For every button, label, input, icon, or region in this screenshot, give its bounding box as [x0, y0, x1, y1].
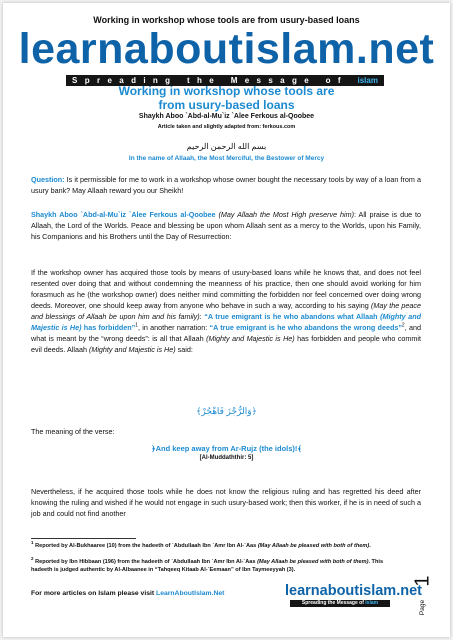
tagline-letter: M: [230, 76, 238, 85]
hadith-1: “A true emigrant is he who abandons what Allaah: [204, 312, 381, 321]
ruling-text-b: :: [199, 312, 205, 321]
tagline-letter: e: [304, 76, 309, 85]
answer-paragraph: [31, 209, 421, 242]
footer-tagline-accent: Islam: [365, 600, 379, 606]
tagline-letter: s: [256, 76, 261, 85]
footnote-ref-1[interactable]: 1: [135, 322, 138, 329]
ruling-honorific-3: (Mighty and Majestic is He): [88, 345, 176, 354]
ruling-text-a: If the workshop owner has acquired those tools by means of usury-based loans while he knows that, and does not feel resented over doing that and without condemning the meanness of his practice, then one should avoid working for him forasmuch as he (the workshop owner) does neither mind committing the forbidden nor feel concerned over doing wrong deeds. Moreover, one should keep away from anyone who behave in such a way, according to his saying: [31, 268, 421, 310]
article-title: [3, 84, 450, 112]
tagline-letter: g: [165, 76, 171, 85]
footnote-1-text: Reported by Al-Bukhaaree (10) from the hadeeth of `Abdullaah Ibn `Amr Ibn Al-`Aas: [33, 543, 258, 549]
basmala-english: In the name of Allaah, the Most Merciful, the Bestower of Mercy: [128, 155, 325, 162]
answer-honorific: (May Allaah the Most High preserve him): [218, 210, 354, 219]
footnote-divider: [31, 538, 136, 539]
question-label: Question:: [31, 175, 65, 184]
ruling-honorific: (May the peace and blessings of Allaah be upon him and his family): [31, 301, 421, 321]
footnote-1: [31, 540, 391, 551]
article-title-line2: from usury-based loans: [158, 98, 295, 112]
hadith-1-end: has forbidden”: [81, 323, 136, 332]
footnote-ref-2[interactable]: 2: [401, 322, 405, 329]
basmala-arabic: بسم الله الرحمن الرحيم: [186, 142, 267, 151]
ayah-english: ﴿And keep away from Ar-Rujz (the idols)!﴾: [151, 444, 302, 453]
footer-logo: learnaboutislam.net: [285, 583, 422, 599]
tagline-letter: a: [280, 76, 285, 85]
tagline-letter: r: [96, 76, 101, 85]
ayah-reference: [Al-Muddaththir: 5]: [199, 455, 254, 461]
footnote-2-text: Reported by Ibn Hibbaan (196) from the hadeeth of `Abdullaah Ibn `Amr Ibn Al-`Aas: [33, 559, 258, 565]
running-header: Working in workshop whose tools are from usury-based loans: [93, 15, 360, 25]
tagline-letter: n: [152, 76, 158, 85]
footnote-2-number: 2: [31, 556, 34, 562]
tagline-letter: p: [84, 76, 90, 85]
question-text: Is it permissible for me to work in a workshop whose owner bought the necessary tools by way of a loan from a usury bank? May Allaah reward you our Sheikh!: [31, 175, 421, 195]
tagline-letter: S: [72, 76, 78, 85]
footer-tagline: [290, 600, 390, 607]
hadith-1-honorific: (Mighty and Majestic is He): [31, 312, 422, 332]
ruling-paragraph: [31, 267, 421, 355]
footnote-2-end: . This hadeeth is judged authentic by Al-Albaanee in “Tahqeeq Kitaab Al-`Eemaan” of Ibn Taymeeyyah (3).: [31, 559, 384, 573]
ayah-arabic: ﴿وَالرُّجْزَ فَاهْجُرْ﴾: [196, 406, 257, 416]
hadith-2: “A true emigrant is he who abandons the wrong deeds”: [209, 323, 402, 332]
tagline-letter: t: [187, 76, 190, 85]
tagline-letter: e: [244, 76, 250, 85]
footer-tagline-main: Spreading the Message of: [301, 600, 366, 606]
ruling-text-f: said:: [175, 345, 193, 354]
tagline-letter: g: [291, 76, 297, 85]
footnote-1-number: 1: [31, 540, 34, 546]
footnote-2-honorific: (May Allaah be pleased with both of them): [257, 559, 369, 565]
tagline-letter: f: [337, 76, 341, 85]
ruling-text-d: , and what is meant by the “wrong deeds”: is all that Allaah: [31, 323, 421, 343]
article-author: Shaykh Aboo `Abd-al-Mu`iz `Alee Ferkous al-Qoobee: [138, 113, 315, 120]
article-source: Article taken and slightly adapted from: ferkous.com: [157, 124, 296, 130]
footnote-2: [31, 556, 391, 574]
nevertheless-paragraph: Nevertheless, if he acquired those tools while he does not know the religious ruling and has regretted his deed after knowing the ruling and wished if he would not engage in such usury-based work; then this worker, if he is in need of such a job and could not find another: [31, 487, 421, 518]
tagline-letter: d: [131, 76, 136, 85]
site-logo: learnaboutislam.net: [18, 25, 435, 73]
answer-colon: :: [354, 210, 356, 219]
footer-more-text: For more articles on Islam please visit: [31, 590, 157, 597]
tagline-letter: i: [143, 76, 146, 85]
page-label: Page: [419, 599, 427, 616]
footnote-1-honorific: (May Allaah be pleased with both of them): [257, 543, 370, 549]
meaning-label: The meaning of the verse:: [31, 427, 115, 436]
tagline-letter: h: [197, 76, 202, 85]
ruling-text-c: , in another narration:: [138, 323, 210, 332]
footnote-1-end: .: [369, 543, 371, 549]
tagline-letter: s: [268, 76, 273, 85]
ruling-honorific-2: (Mighty and Majestic is He): [206, 334, 295, 343]
ruling-text-e: has forbidden and people who commit evil deeds. Allaah: [31, 334, 421, 354]
tagline-letter: a: [119, 76, 124, 85]
footer-site-link[interactable]: LearnAboutIslam.Net: [156, 590, 225, 597]
page-number: 1: [411, 575, 434, 587]
article-title-line1: Working in workshop whose tools are: [118, 84, 335, 98]
answer-text: All praise is due to Allaah, the Lord of the Worlds. Peace and blessing be upon whom Allaah sent as a mercy to the Worlds, upon his Family, his Companions and his Brothers until the Day of Resurrection:: [31, 210, 421, 241]
tagline-accent: islam: [357, 76, 378, 85]
footer-more-articles: [31, 590, 224, 597]
answer-author: Shaykh Aboo `Abd-al-Mu`iz `Alee Ferkous al-Qoobee: [31, 210, 216, 219]
tagline-letter: e: [107, 76, 112, 85]
tagline-letter: o: [325, 76, 331, 85]
document-page: [3, 3, 450, 637]
tagline-letter: e: [209, 76, 214, 85]
question-paragraph: [31, 174, 421, 196]
